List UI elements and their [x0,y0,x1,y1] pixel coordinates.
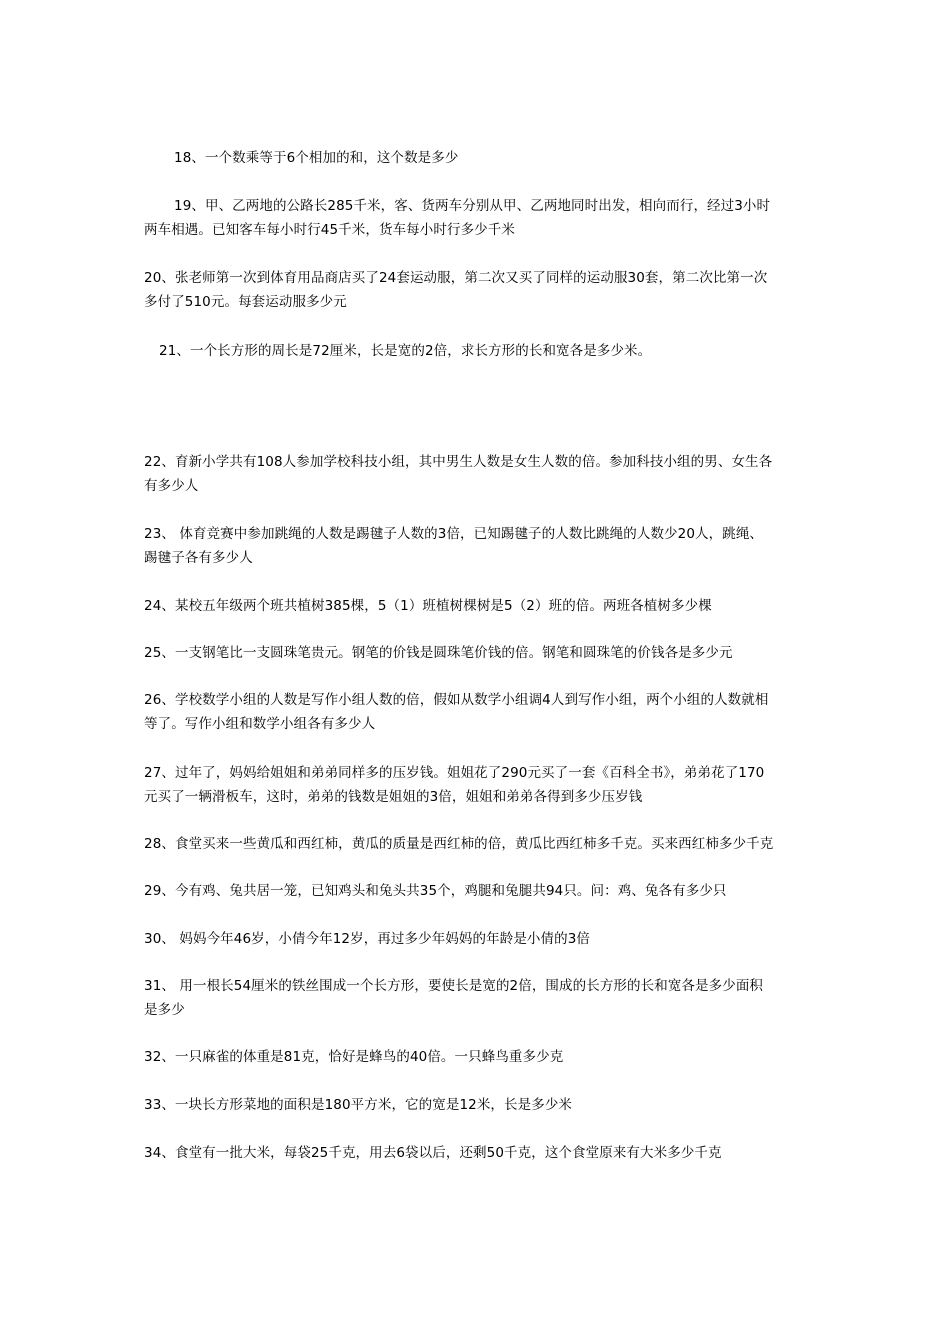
problem-text: 元买了一辆滑板车，这时，弟弟的钱数是姐姐的3倍，姐姐和弟弟各得到多少压岁钱 [144,789,643,805]
problem-21 [159,339,823,363]
problem-text: 等了。写作小组和数学小组各有多少人 [144,716,376,732]
problem-text: 两车相遇。已知客车每小时行45千米，货车每小时行多少千米 [144,222,515,238]
problem-text: 31、 用一根长54厘米的铁丝围成一个长方形，要使长是宽的2倍，围成的长方形的长和宽各是多少面积 [144,978,764,994]
problem-text: 29、今有鸡、兔共居一笼，已知鸡头和兔头共35个，鸡腿和兔腿共94只。问：鸡、兔各有多少只 [144,883,727,899]
problem-25 [144,641,808,665]
problem-28 [144,832,808,856]
problem-text: 是多少 [144,1002,185,1018]
problem-24 [144,594,808,618]
problem-text: 25、一支钢笔比一支圆珠笔贵元。钢笔的价钱是圆珠笔价钱的倍。钢笔和圆珠笔的价钱各是多少元 [144,645,733,661]
problem-text: 26、学校数学小组的人数是写作小组人数的倍，假如从数学小组调4人到写作小组，两个小组的人数就相 [144,692,769,708]
problem-23 [144,522,808,570]
problem-text: 21、一个长方形的周长是72厘米，长是宽的2倍，求长方形的长和宽各是多少米。 [159,343,652,359]
problem-29 [144,879,808,903]
problem-text: 18、一个数乘等于6个相加的和，这个数是多少 [174,150,459,166]
problem-33 [144,1093,808,1117]
problem-19 [144,194,808,242]
problem-26 [144,688,808,736]
problem-31 [144,974,808,1022]
problem-30 [144,927,808,951]
problem-text: 23、 体育竞赛中参加跳绳的人数是踢毽子人数的3倍，已知踢毽子的人数比跳绳的人数少20人，跳绳、 [144,526,764,542]
problem-32 [144,1045,808,1069]
problem-text: 33、一块长方形菜地的面积是180平方米，它的宽是12米，长是多少米 [144,1097,573,1113]
problem-text: 踢毽子各有多少人 [144,550,253,566]
problem-text: 28、食堂买来一些黄瓜和西红柿，黄瓜的质量是西红柿的倍，黄瓜比西红柿多千克。买来西红柿多少千克 [144,836,774,852]
problem-22 [144,450,808,498]
problem-text: 34、食堂有一批大米，每袋25千克，用去6袋以后，还剩50千克，这个食堂原来有大米多少千克 [144,1145,722,1161]
problem-text: 27、过年了，妈妈给姐姐和弟弟同样多的压岁钱。姐姐花了290元买了一套《百科全书》，弟弟花了170 [144,765,765,781]
problem-text: 多付了510元。每套运动服多少元 [144,294,347,310]
problem-20 [144,266,808,314]
problem-text: 20、张老师第一次到体育用品商店买了24套运动服，第二次又买了同样的运动服30套，第二次比第一次 [144,270,768,286]
problem-text: 32、一只麻雀的体重是81克，恰好是蜂鸟的40倍。一只蜂鸟重多少克 [144,1049,564,1065]
problem-18 [174,146,838,170]
problem-34 [144,1141,808,1165]
problem-text: 19、甲、乙两地的公路长285千米，客、货两车分别从甲、乙两地同时出发，相向而行，经过3小时 [174,198,771,214]
problem-text: 有多少人 [144,478,199,494]
problem-text: 30、 妈妈今年46岁，小倩今年12岁，再过多少年妈妈的年龄是小倩的3倍 [144,931,591,947]
problem-text: 24、某校五年级两个班共植树385棵，5（1）班植树棵树是5（2）班的倍。两班各植树多少棵 [144,598,712,614]
problem-27 [144,761,808,809]
problem-text: 22、育新小学共有108人参加学校科技小组，其中男生人数是女生人数的倍。参加科技小组的男、女生各 [144,454,773,470]
